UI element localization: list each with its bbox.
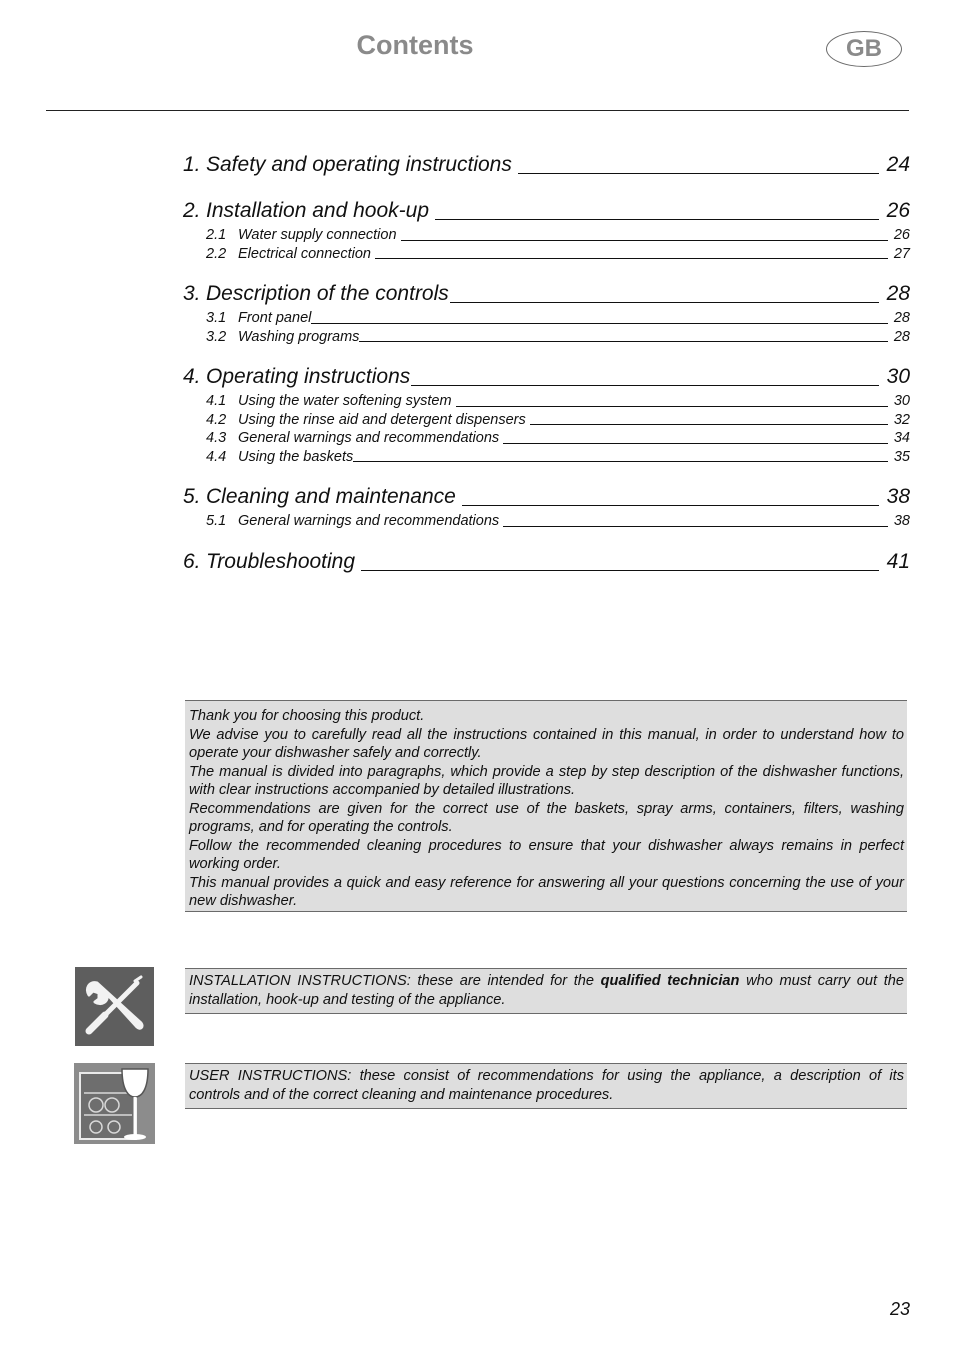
toc-subpage: 32 <box>893 411 910 428</box>
toc-subentry[interactable] <box>183 309 910 328</box>
toc-subentry[interactable] <box>183 226 910 245</box>
toc-subnumber: 4.4 <box>206 448 227 465</box>
installation-text-end: who must carry out the installation, hook-up and testing of the appliance. <box>189 973 904 1008</box>
toc-leader <box>435 219 879 220</box>
toc-title: Safety and operating instructions <box>206 153 512 176</box>
toc-page: 30 <box>886 365 910 388</box>
toc-section <box>183 196 910 263</box>
header-divider <box>46 110 909 111</box>
toc-title: Installation and hook-up <box>206 199 429 222</box>
toc-subtitle: Using the water softening system <box>238 393 452 409</box>
toc-subtitle: Electrical connection <box>238 245 371 262</box>
toc-subleader <box>375 258 888 259</box>
toc-subentry[interactable] <box>183 512 910 531</box>
toc-page: 26 <box>886 199 910 222</box>
page-title: Contents <box>356 30 474 60</box>
toc-entry[interactable] <box>183 279 910 309</box>
toc-subleader <box>359 341 887 342</box>
user-instructions-text: USER INSTRUCTIONS: these consist of recommendations for using the appliance, a description of its controls and of the correct cleaning and maintenance procedures. <box>189 1068 904 1103</box>
toc-subpage: 35 <box>893 448 910 465</box>
toc-subpage: 26 <box>893 227 910 243</box>
language-badge: GB <box>826 31 902 67</box>
toc-title: Description of the controls <box>206 282 449 305</box>
toc-page: 28 <box>886 282 910 305</box>
toc-subtitle: General warnings and recommendations <box>238 513 500 529</box>
toc-subnumber: 2.2 <box>206 245 227 262</box>
toc-number: 1. <box>183 153 201 176</box>
toc-leader <box>450 302 879 303</box>
toc-page: 38 <box>886 485 910 508</box>
toc-page: 24 <box>886 153 910 176</box>
table-of-contents <box>183 150 910 593</box>
toc-number: 3. <box>183 282 201 305</box>
toc-subtitle: Washing programs <box>238 328 360 345</box>
toc-entry[interactable] <box>183 362 910 392</box>
toc-section <box>183 482 910 531</box>
toc-subpage: 27 <box>893 245 910 262</box>
toc-subleader <box>353 461 888 462</box>
intro-paragraph: The manual is divided into paragraphs, which provide a step by step description of the dishwasher functions, with clear instructions accompanied by detailed illustrations. <box>189 763 904 798</box>
toc-subpage: 34 <box>893 430 910 446</box>
toc-subnumber: 4.3 <box>206 430 227 446</box>
toc-section <box>183 279 910 346</box>
toc-subnumber: 5.1 <box>206 513 227 529</box>
toc-subtitle: Using the baskets <box>238 448 354 465</box>
intro-paragraph: Recommendations are given for the correct use of the baskets, spray arms, containers, filters, washing programs, and for operating the controls. <box>189 800 904 835</box>
toc-subpage: 30 <box>893 393 910 409</box>
toc-subleader <box>503 443 888 444</box>
toc-subentry[interactable] <box>183 411 910 430</box>
toc-leader <box>462 505 879 506</box>
intro-paragraph: We advise you to carefully read all the instructions contained in this manual, in order to understand how to operate your dishwasher safely and correctly. <box>189 726 904 761</box>
toc-subleader <box>401 240 888 241</box>
toc-subtitle: General warnings and recommendations <box>238 430 500 446</box>
page-number: 23 <box>889 1299 910 1319</box>
toc-number: 5. <box>183 485 201 508</box>
toc-subleader <box>503 526 888 527</box>
toc-number: 2. <box>183 199 201 222</box>
installation-instructions-note <box>185 968 907 1014</box>
toc-section <box>183 547 910 577</box>
toc-title: Operating instructions <box>206 365 411 388</box>
toc-subnumber: 2.1 <box>206 227 227 243</box>
toc-subentry[interactable] <box>183 429 910 448</box>
qualified-technician-emphasis: qualified technician <box>600 973 740 989</box>
toc-subpage: 38 <box>893 513 910 529</box>
toc-title: Cleaning and maintenance <box>206 485 456 508</box>
toc-subtitle: Front panel <box>238 310 312 326</box>
toc-subentry[interactable] <box>183 448 910 467</box>
toc-subpage: 28 <box>893 310 910 326</box>
toc-entry[interactable] <box>183 482 910 512</box>
intro-notice <box>185 700 907 912</box>
toc-entry[interactable] <box>183 196 910 226</box>
toc-section <box>183 362 910 466</box>
toc-subnumber: 4.1 <box>206 393 227 409</box>
toc-leader <box>361 570 879 571</box>
toc-subleader <box>530 424 888 425</box>
toc-subentry[interactable] <box>183 392 910 411</box>
toc-subtitle: Water supply connection <box>238 227 397 243</box>
toc-subleader <box>311 323 888 324</box>
toc-subentry[interactable] <box>183 245 910 264</box>
toc-section <box>183 150 910 180</box>
toc-title: Troubleshooting <box>206 549 356 573</box>
toc-number: 4. <box>183 365 201 388</box>
toc-subentry[interactable] <box>183 328 910 347</box>
intro-paragraph: Thank you for choosing this product. <box>189 708 425 724</box>
toc-subnumber: 3.2 <box>206 328 227 345</box>
toc-subnumber: 4.2 <box>206 411 227 428</box>
intro-paragraph: This manual provides a quick and easy reference for answering all your questions concerning the use of your new dishwasher. <box>189 874 904 909</box>
toc-number: 6. <box>183 549 201 573</box>
user-instructions-note <box>185 1063 907 1109</box>
toc-leader <box>411 385 878 386</box>
intro-paragraph: Follow the recommended cleaning procedures to ensure that your dishwasher always remains in perfect working order. <box>189 837 904 872</box>
toc-leader <box>518 173 879 174</box>
toc-subtitle: Using the rinse aid and detergent dispensers <box>238 411 526 428</box>
installation-text: INSTALLATION INSTRUCTIONS: these are intended for the <box>189 973 601 989</box>
dishwasher-glass-icon <box>74 1063 155 1144</box>
wrench-screwdriver-icon <box>75 967 154 1046</box>
toc-subnumber: 3.1 <box>206 310 227 326</box>
toc-subpage: 28 <box>893 328 910 345</box>
toc-entry[interactable] <box>183 547 910 577</box>
toc-page: 41 <box>886 549 910 573</box>
toc-entry[interactable] <box>183 150 910 180</box>
toc-subleader <box>456 406 888 407</box>
